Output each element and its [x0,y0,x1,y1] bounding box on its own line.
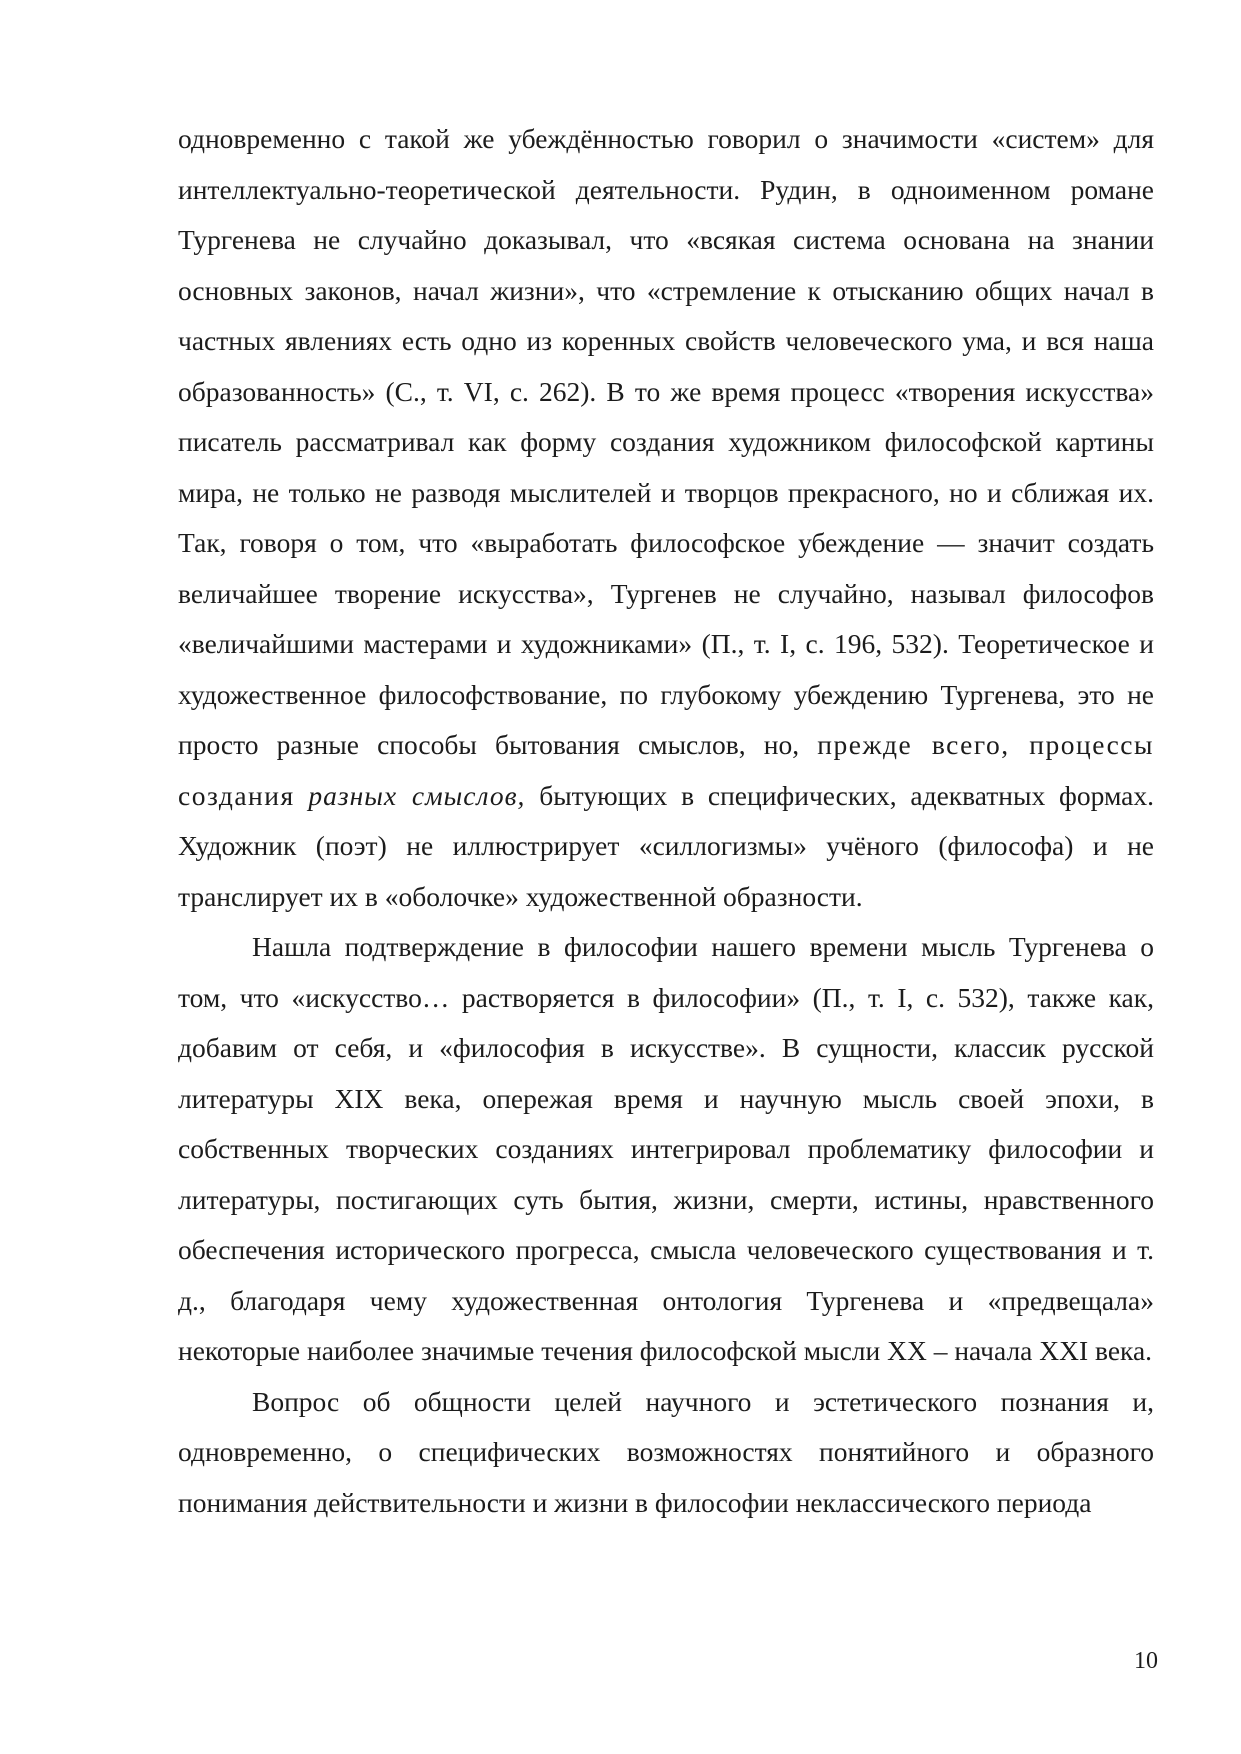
paragraph-1-emphasis: разных смыслов, [308,779,526,811]
paragraph-3: Вопрос об общности целей научного и эстетического познания и, одновременно, о специфических возможностях понятийного и образного понимания действительности и жизни в философии неклассического периода [178,1385,1154,1518]
paragraph-1-tail: бытующих в специфических, адекватных формах. Художник (поэт) не иллюстрирует «силлогизмы» учёного (философа) и не транслирует их в «оболочке» художественной образности. [178,779,1154,912]
paragraph-1 [178,114,1154,922]
paragraph-1-space [295,780,309,811]
paragraph-2: Нашла подтверждение в философии нашего времени мысль Тургенева о том, что «искусство… растворяется в философии» (П., т. I, с. 532), также как, добавим от себя, и «философия в искусстве». В сущности, классик русской литературы XIX века, опережая время и научную мысль своей эпохи, в собственных творческих созданиях интегрировал проблематику философии и литературы, постигающих суть бытия, жизни, смерти, истины, нравственного обеспечения исторического прогресса, смысла человеческого существования и т. д., благодаря чему художественная онтология Тургенева и «предвещала» некоторые наиболее значимые течения философской мысли XX – начала XXI века. [178,931,1154,1366]
body-text [178,114,1154,1528]
paragraph-1-text: одновременно с такой же убеждённостью говорил о значимости «систем» для интеллектуально-теоретической деятельности. Рудин, в одноименном романе Тургенева не случайно доказывал, что «всякая система основана на знании основных законов, начал жизни», что «стремление к отысканию общих начал в частных явлениях есть одно из коренных свойств человеческого ума, и вся наша образованность» (С., т. VI, с. 262). В то же время процесс «творения искусства» писатель рассматривал как форму создания художником философской картины мира, не только не разводя мыслителей и творцов прекрасного, но и сближая их. Так, говоря о том, что «выработать философское убеждение — значит создать величайшее творение искусства», Тургенев не случайно, называл философов «величайшими мастерами и художниками» (П., т. I, с. 196, 532). Теоретическое и художественное философствование, по глубокому убеждению Тургенева, это не просто разные способы бытования смыслов, но, [178,123,1154,760]
paragraph-1-spaced-text: прежде всего, процессы создания [178,729,1154,811]
page-number: 10 [1134,1648,1158,1674]
